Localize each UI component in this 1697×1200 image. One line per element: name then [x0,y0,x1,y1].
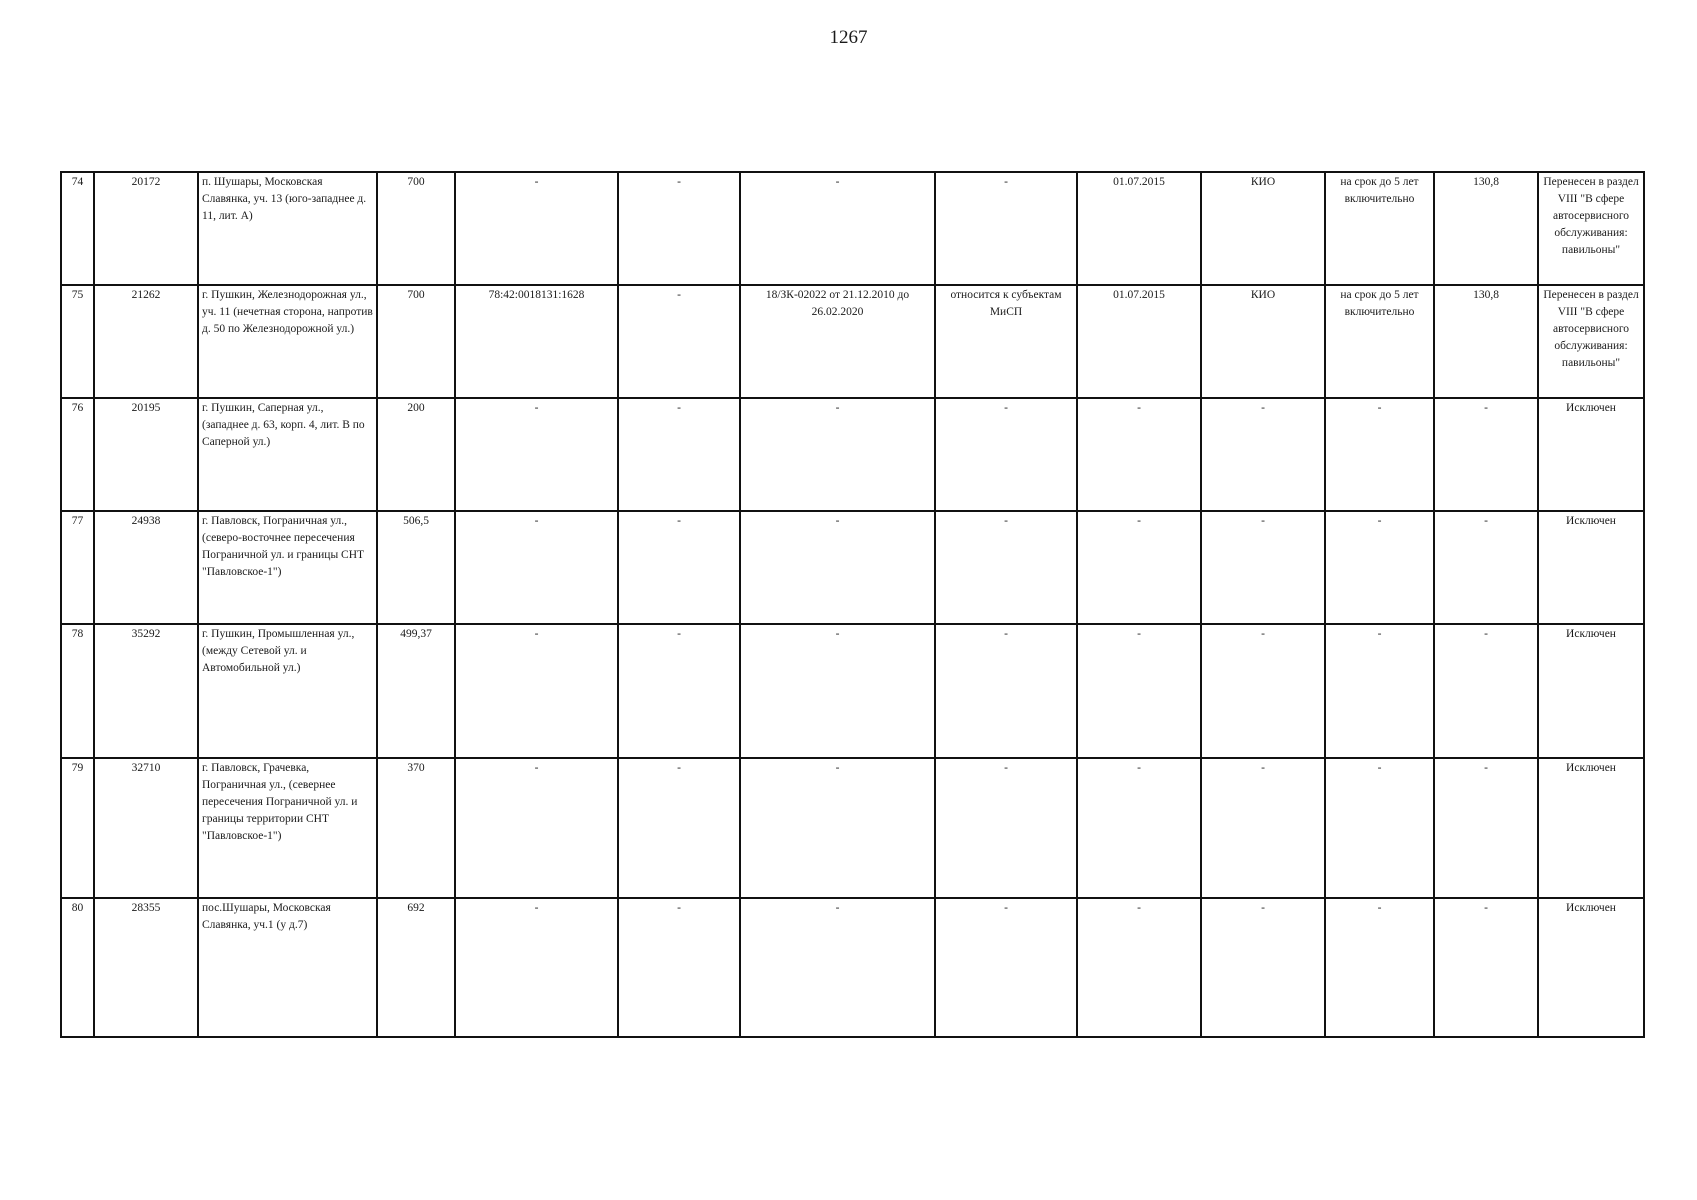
date-cell: - [1077,898,1201,1037]
note-cell: Исключен [1538,758,1644,898]
column-6-cell: - [618,758,740,898]
table-row [61,285,1644,398]
row-number-cell: 79 [61,758,94,898]
object-id-cell: 32710 [94,758,198,898]
contract-cell: - [740,172,935,285]
contract-cell: - [740,898,935,1037]
row-number-cell: 78 [61,624,94,758]
value-cell: 130,8 [1434,172,1538,285]
row-number-cell: 77 [61,511,94,624]
area-cell: 692 [377,898,455,1037]
address-cell: г. Павловск, Пограничная ул., (северо-восточнее пересечения Пограничной ул. и границы СНТ "Павловское-1") [198,511,377,624]
value-cell: - [1434,511,1538,624]
term-cell: - [1325,624,1434,758]
address-cell: г. Пушкин, Железнодорожная ул., уч. 11 (нечетная сторона, напротив д. 50 по Железнодорожной ул.) [198,285,377,398]
note-cell: Перенесен в раздел VIII "В сфере автосервисного обслуживания: павильоны" [1538,285,1644,398]
registry-table [60,171,1645,1038]
object-id-cell: 24938 [94,511,198,624]
term-cell: на срок до 5 лет включительно [1325,285,1434,398]
table-row [61,511,1644,624]
area-cell: 200 [377,398,455,511]
object-id-cell: 20172 [94,172,198,285]
row-number-cell: 80 [61,898,94,1037]
address-cell: г. Пушкин, Саперная ул., (западнее д. 63, корп. 4, лит. В по Саперной ул.) [198,398,377,511]
cadastral-cell: - [455,898,618,1037]
column-6-cell: - [618,898,740,1037]
contract-cell: - [740,511,935,624]
contract-cell: - [740,398,935,511]
value-cell: - [1434,624,1538,758]
table-row [61,398,1644,511]
contract-cell: - [740,758,935,898]
row-number-cell: 74 [61,172,94,285]
smsp-status-cell: относится к субъектам МиСП [935,285,1077,398]
value-cell: 130,8 [1434,285,1538,398]
column-6-cell: - [618,624,740,758]
smsp-status-cell: - [935,624,1077,758]
address-cell: п. Шушары, Московская Славянка, уч. 13 (юго-западнее д. 11, лит. А) [198,172,377,285]
note-cell: Исключен [1538,898,1644,1037]
note-cell: Исключен [1538,624,1644,758]
smsp-status-cell: - [935,511,1077,624]
note-cell: Исключен [1538,398,1644,511]
area-cell: 499,37 [377,624,455,758]
organization-cell: - [1201,758,1325,898]
cadastral-cell: 78:42:0018131:1628 [455,285,618,398]
term-cell: - [1325,398,1434,511]
area-cell: 370 [377,758,455,898]
organization-cell: - [1201,398,1325,511]
object-id-cell: 21262 [94,285,198,398]
smsp-status-cell: - [935,398,1077,511]
cadastral-cell: - [455,624,618,758]
term-cell: - [1325,511,1434,624]
note-cell: Исключен [1538,511,1644,624]
smsp-status-cell: - [935,898,1077,1037]
date-cell: - [1077,624,1201,758]
value-cell: - [1434,758,1538,898]
organization-cell: КИО [1201,285,1325,398]
cadastral-cell: - [455,172,618,285]
date-cell: 01.07.2015 [1077,172,1201,285]
address-cell: г. Павловск, Грачевка, Пограничная ул., (севернее пересечения Пограничной ул. и границы территории СНТ "Павловское-1") [198,758,377,898]
smsp-status-cell: - [935,172,1077,285]
term-cell: - [1325,758,1434,898]
note-cell: Перенесен в раздел VIII "В сфере автосервисного обслуживания: павильоны" [1538,172,1644,285]
date-cell: - [1077,511,1201,624]
page-number: 1267 [829,27,868,48]
cadastral-cell: - [455,398,618,511]
contract-cell: 18/ЗК-02022 от 21.12.2010 до 26.02.2020 [740,285,935,398]
organization-cell: - [1201,624,1325,758]
area-cell: 700 [377,172,455,285]
organization-cell: - [1201,511,1325,624]
object-id-cell: 28355 [94,898,198,1037]
column-6-cell: - [618,511,740,624]
value-cell: - [1434,898,1538,1037]
organization-cell: - [1201,898,1325,1037]
date-cell: 01.07.2015 [1077,285,1201,398]
object-id-cell: 35292 [94,624,198,758]
address-cell: пос.Шушары, Московская Славянка, уч.1 (у д.7) [198,898,377,1037]
column-6-cell: - [618,398,740,511]
column-6-cell: - [618,285,740,398]
term-cell: - [1325,898,1434,1037]
table-row [61,172,1644,285]
address-cell: г. Пушкин, Промышленная ул., (между Сетевой ул. и Автомобильной ул.) [198,624,377,758]
table-row [61,624,1644,758]
row-number-cell: 75 [61,285,94,398]
cadastral-cell: - [455,758,618,898]
date-cell: - [1077,398,1201,511]
term-cell: на срок до 5 лет включительно [1325,172,1434,285]
date-cell: - [1077,758,1201,898]
smsp-status-cell: - [935,758,1077,898]
table-row [61,758,1644,898]
table-row [61,898,1644,1037]
contract-cell: - [740,624,935,758]
column-6-cell: - [618,172,740,285]
object-id-cell: 20195 [94,398,198,511]
row-number-cell: 76 [61,398,94,511]
cadastral-cell: - [455,511,618,624]
area-cell: 506,5 [377,511,455,624]
area-cell: 700 [377,285,455,398]
value-cell: - [1434,398,1538,511]
organization-cell: КИО [1201,172,1325,285]
